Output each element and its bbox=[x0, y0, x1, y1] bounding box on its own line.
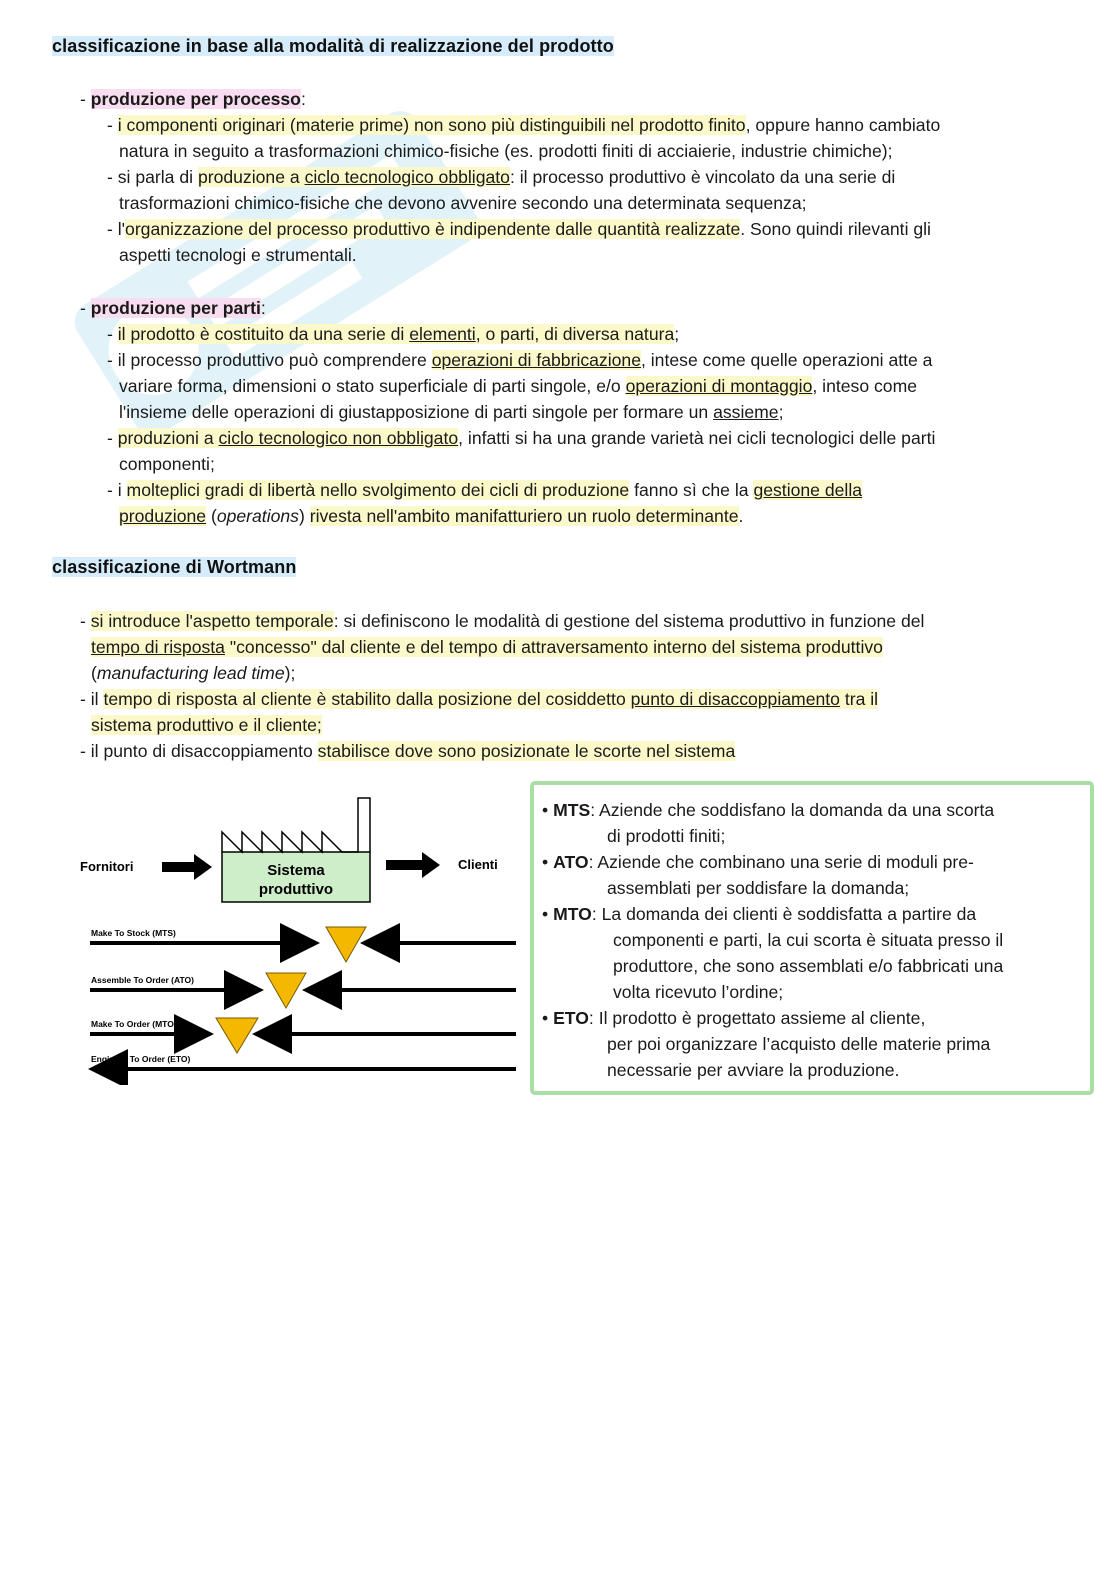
list-item: - il prodotto è costituito da una serie di elementi, o parti, di diversa natura; bbox=[107, 324, 680, 344]
list-item-continuation: sistema produttivo e il cliente; bbox=[91, 715, 322, 735]
list-item-continuation: produzione (operations) rivesta nell'ambito manifatturiero un ruolo determinante. bbox=[119, 506, 744, 526]
list-item: - produzioni a ciclo tecnologico non obbligato, infatti si ha una grande varietà nei cicli tecnologici delle parti bbox=[107, 428, 936, 448]
list-item: - i componenti originari (materie prime) non sono più distinguibili nel prodotto finito, oppure hanno cambiato bbox=[107, 115, 941, 135]
factory-icon bbox=[222, 798, 370, 902]
decoupling-triangle-icon bbox=[266, 973, 306, 1008]
list-item-continuation: l'insieme delle operazioni di giustapposizione di parti singole per formare un assieme; bbox=[119, 402, 784, 422]
legend-continuation: necessarie per avviare la produzione. bbox=[607, 1060, 900, 1080]
legend-continuation: componenti e parti, la cui scorta è situata presso il bbox=[613, 930, 1004, 950]
decoupling-triangle-icon bbox=[216, 1018, 258, 1053]
clienti-label: Clienti bbox=[458, 857, 498, 872]
list-item: - il tempo di risposta al cliente è stabilito dalla posizione del cosiddetto punto di disaccoppiamento tra il bbox=[80, 689, 879, 709]
subheading-parti: - produzione per parti: bbox=[80, 298, 266, 318]
mts-row-label: Make To Stock (MTS) bbox=[91, 928, 176, 938]
list-item-continuation: aspetti tecnologi e strumentali. bbox=[119, 245, 357, 265]
legend-item-mto: • MTO: La domanda dei clienti è soddisfatta a partire da bbox=[542, 904, 977, 924]
eto-row-label: Engineer To Order (ETO) bbox=[91, 1054, 191, 1064]
mto-row-label: Make To Order (MTO) bbox=[91, 1019, 177, 1029]
list-item-continuation: (manufacturing lead time); bbox=[91, 663, 296, 683]
list-item: - il processo produttivo può comprendere operazioni di fabbricazione, intese come quelle operazioni atte a bbox=[107, 350, 933, 370]
list-item-continuation: componenti; bbox=[119, 454, 215, 474]
decoupling-point-diagram bbox=[70, 790, 525, 1085]
legend-continuation: per poi organizzare l’acquisto delle materie prima bbox=[607, 1034, 991, 1054]
ato-row-label: Assemble To Order (ATO) bbox=[91, 975, 194, 985]
arrow-in-icon bbox=[162, 854, 212, 880]
section-heading: classificazione in base alla modalità di realizzazione del prodotto bbox=[52, 36, 614, 56]
list-item-continuation: variare forma, dimensioni o stato superficiale di parti singole, e/o operazioni di montaggio, inteso come bbox=[119, 376, 918, 396]
list-item: - il punto di disaccoppiamento stabilisce dove sono posizionate le scorte nel sistema bbox=[80, 741, 736, 761]
list-item: - si parla di produzione a ciclo tecnologico obbligato: il processo produttivo è vincolato da una serie di bbox=[107, 167, 896, 187]
legend-continuation: assemblati per soddisfare la domanda; bbox=[607, 878, 910, 898]
list-item-continuation: trasformazioni chimico-fisiche che devono avvenire secondo una determinata sequenza; bbox=[119, 193, 807, 213]
list-item: - si introduce l'aspetto temporale: si definiscono le modalità di gestione del sistema produttivo in funzione del bbox=[80, 611, 925, 631]
decoupling-triangle-icon bbox=[326, 927, 366, 962]
legend-item-ato: • ATO: Aziende che combinano una serie di moduli pre- bbox=[542, 852, 974, 872]
legend-continuation: produttore, che sono assemblati e/o fabbricati una bbox=[613, 956, 1004, 976]
legend-continuation: di prodotti finiti; bbox=[607, 826, 726, 846]
section-heading: classificazione di Wortmann bbox=[52, 557, 297, 577]
list-item: - l'organizzazione del processo produttivo è indipendente dalle quantità realizzate. Sono quindi rilevanti gli bbox=[107, 219, 931, 239]
sistema-label: Sistema bbox=[267, 862, 325, 879]
fornitori-label: Fornitori bbox=[80, 859, 134, 874]
arrow-out-icon bbox=[386, 852, 440, 878]
legend-item-mts: • MTS: Aziende che soddisfano la domanda da una scorta bbox=[542, 800, 995, 820]
list-item: - i molteplici gradi di libertà nello svolgimento dei cicli di produzione fanno sì che la gestione della bbox=[107, 480, 863, 500]
list-item-continuation: tempo di risposta "concesso" dal cliente e del tempo di attraversamento interno del sistema produttivo bbox=[91, 637, 883, 657]
list-item-continuation: natura in seguito a trasformazioni chimico-fisiche (es. prodotti finiti di acciaierie, industrie chimiche); bbox=[119, 141, 893, 161]
legend-continuation: volta ricevuto l’ordine; bbox=[613, 982, 784, 1002]
legend-item-eto: • ETO: Il prodotto è progettato assieme al cliente, bbox=[542, 1008, 926, 1028]
sistema-label: produttivo bbox=[258, 881, 334, 898]
legend-box bbox=[530, 781, 1094, 1095]
subheading-processo: - produzione per processo: bbox=[80, 89, 306, 109]
